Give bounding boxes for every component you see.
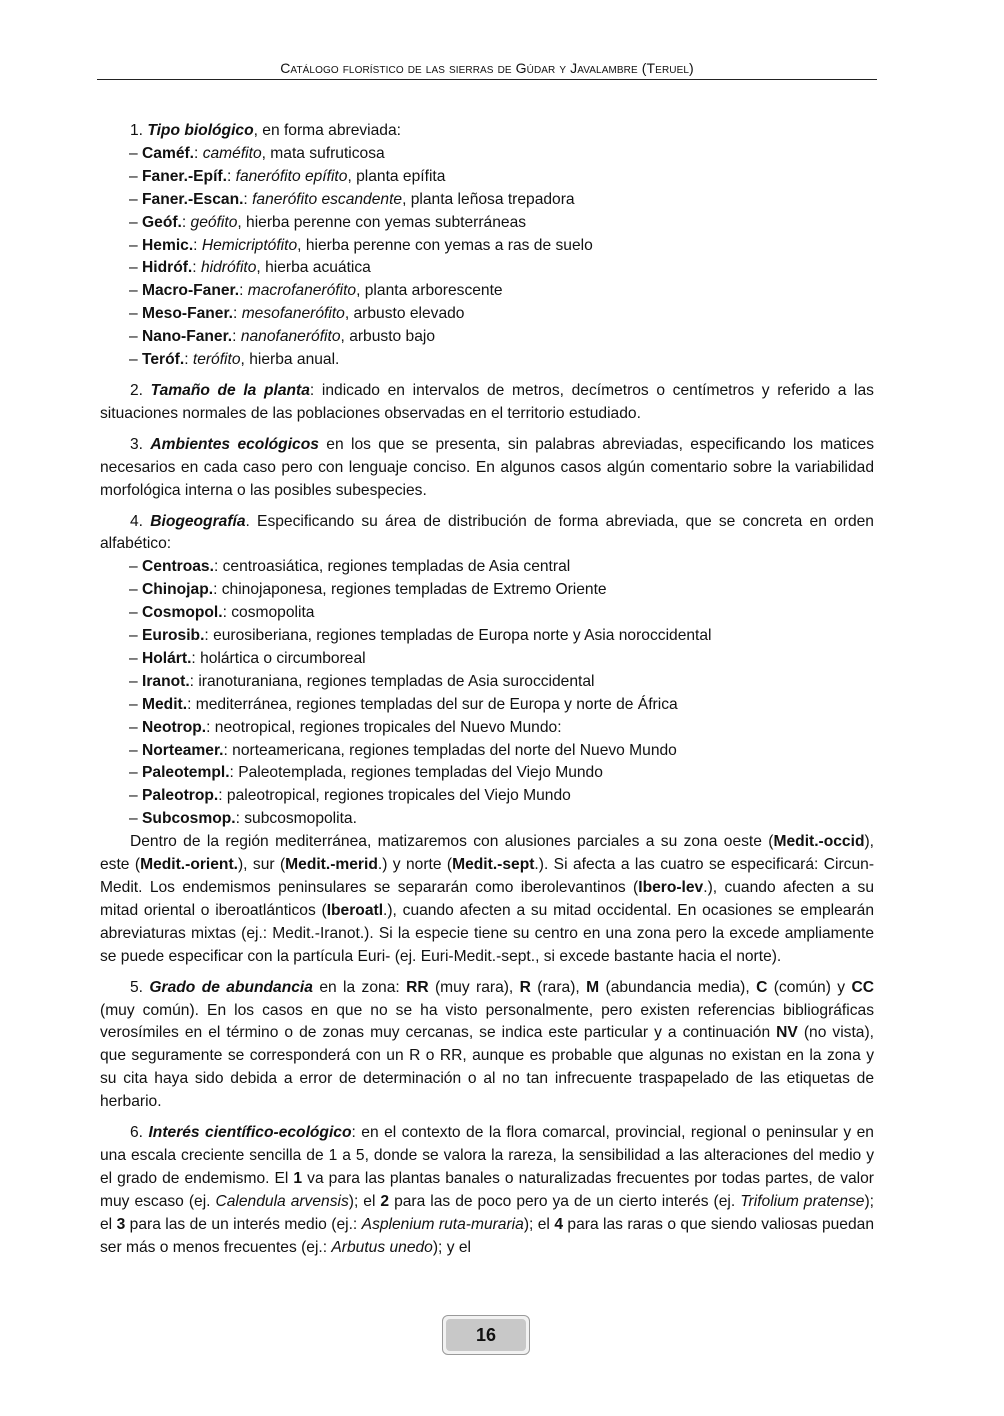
list-item-desc: , planta epífita [347,167,446,185]
list-item-term: mesofanerófito [241,305,345,323]
list-item: – Norteamer.: norteamericana, regiones templadas del norte del Nuevo Mundo [129,741,677,759]
section-1 [100,120,874,143]
list-item: – Faner.-Epíf.: fanerófito epífito, planta epífita [129,167,446,185]
abbr-run: 3 [116,1215,126,1233]
list-item: – Eurosib.: eurosiberiana, regiones templadas de Europa norte y Asia noroccidental [129,627,712,645]
species-name: Asplenium ruta-muraria [361,1215,524,1233]
list-item: – Holárt.: holártica o circumboreal [129,649,366,667]
text-run: ); y el [432,1238,471,1256]
list-item: – Hidróf.: hidrófito, hierba acuática [129,259,371,277]
list-item: – Teróf.: terófito, hierba anual. [129,351,340,369]
list-item-desc: , planta leñosa trepadora [402,190,575,208]
list-item: – Paleotempl.: Paleotemplada, regiones templadas del Viejo Mundo [129,764,603,782]
list-item-desc: : chinojaponesa, regiones templadas de Extremo Oriente [213,581,607,599]
list-item-abbr: Meso-Faner. [142,305,234,323]
species-name: Calendula arvensis [215,1192,349,1210]
section-text: : indicado en intervalos de metros, decímetros o centímetros y referido a las situaciones normales de las poblaciones observadas en el territorio estudiado. [100,381,874,422]
list-item-abbr: Paleotempl. [142,764,230,782]
section-text: . Especificando su área de distribución de forma abreviada, que se concreta en orden alfabético: [100,512,874,553]
list-item-abbr: Geóf. [142,213,182,231]
text-run: ); el [100,1192,875,1233]
list-item: – Iranot.: iranoturaniana, regiones templadas de Asia suroccidental [129,672,595,690]
biogeography-list [100,556,874,831]
list-item-term: caméfito [202,144,262,162]
section-text: , en forma abreviada: [253,122,401,139]
list-item-desc: : centroasiática, regiones templadas de Asia central [213,558,571,576]
text-run: (abundancia media), [599,978,757,996]
list-item-term: macrofanerófito [247,282,357,300]
section-number: 6. [130,1124,144,1142]
abbr-run: Medit.-occid [773,833,865,851]
section-number: 3. [130,435,144,453]
list-item: – Nano-Faner.: nanofanerófito, arbusto bajo [129,328,436,346]
list-item-desc: : mediterránea, regiones templadas del sur de Europa y norte de África [187,695,678,713]
abbr-run: Medit.-sept [452,856,535,874]
list-item-abbr: Faner.-Epíf. [142,167,227,185]
list-item-term: nanofanerófito [240,328,341,346]
list-item-desc: , planta arborescente [356,282,503,300]
list-item-abbr: Medit. [142,695,188,713]
list-item: – Geóf.: geófito, hierba perenne con yemas subterráneas [129,213,527,231]
list-item-abbr: Iranot. [142,672,190,690]
species-name: Trifolium pratense [740,1192,865,1210]
text-run: para las de poco pero ya de un cierto interés (ej. [389,1192,741,1210]
list-item-desc: : neotropical, regiones tropicales del Nuevo Mundo: [206,718,562,736]
section-title: Tamaño de la planta [150,381,310,399]
list-item-term: fanerófito escandente [252,190,403,208]
section-number: 2. [130,381,144,399]
list-item: – Paleotrop.: paleotropical, regiones tropicales del Viejo Mundo [129,787,571,805]
page-body [100,120,874,1260]
text-run: ), este ( [100,833,874,874]
abbr-run: Medit.-orient. [140,856,238,874]
list-item-desc: , hierba perenne con yemas a ras de suelo [297,236,593,254]
list-item-abbr: Macro-Faner. [142,282,240,300]
abbr-run: CC [851,978,875,996]
species-name: Arbutus unedo [331,1238,433,1256]
list-item-desc: , arbusto bajo [340,328,436,346]
abbr-run: RR [406,978,429,996]
text-run: .). Si afecta a las cuatro se especificará: Circun-Medit. Los endemismos peninsulares se separarán como iberolevantinos ( [100,856,875,896]
list-item-term: hidrófito [200,259,257,277]
abbr-run: C [756,978,768,996]
list-item: – Caméf.: caméfito, mata sufruticosa [129,144,385,162]
text-run: en la zona: [312,978,407,996]
section-2 [100,380,874,426]
list-item-desc: , mata sufruticosa [261,144,385,162]
list-item-abbr: Subcosmop. [142,810,236,828]
text-run: (muy rara), [428,978,520,996]
list-item-abbr: Nano-Faner. [142,328,233,346]
abbr-run: R [519,978,531,996]
list-item-desc: : paleotropical, regiones tropicales del Viejo Mundo [218,787,571,805]
list-item-abbr: Paleotrop. [142,787,219,805]
list-item-desc: : holártica o circumboreal [191,649,366,667]
list-item: – Macro-Faner.: macrofanerófito, planta arborescente [129,282,503,300]
text-run: : en el contexto de la flora comarcal, provincial, regional o peninsular y en una escala creciente sencilla de 1 a 5, donde se valora la rareza, la sensibilidad a las alteraciones del medio y el grado de endemismo. El [100,1124,874,1187]
page-number: 16 [475,1324,497,1345]
list-item: – Centroas.: centroasiática, regiones templadas de Asia central [129,558,571,576]
list-item-abbr: Chinojap. [142,581,214,599]
section-6 [100,1122,874,1259]
list-item-abbr: Holárt. [142,649,192,667]
text-run: ); el [348,1192,381,1210]
list-item-term: fanerófito epífito [235,167,348,185]
list-item-abbr: Neotrop. [142,718,207,736]
list-item-term: geófito [190,213,238,231]
list-item: – Chinojap.: chinojaponesa, regiones templadas de Extremo Oriente [129,581,607,599]
text-run: para las de un interés medio (ej.: [125,1215,362,1233]
list-item-desc: , hierba acuática [256,259,371,277]
text-run: va para las plantas banales o naturalizadas frecuentes por todas partes, de valor muy escaso (ej. [100,1169,875,1210]
list-item-abbr: Eurosib. [142,627,205,645]
list-item: – Hemic.: Hemicriptófito, hierba perenne con yemas a ras de suelo [129,236,593,254]
list-item-abbr: Centroas. [142,558,214,576]
section-number: 1. [130,122,144,139]
list-item-abbr: Faner.-Escan. [142,190,244,208]
life-form-list [100,143,874,372]
list-item-desc: : cosmopolita [222,604,315,622]
abbr-run: Iberoatl [326,901,384,919]
section-title: Grado de abundancia [149,978,313,996]
abbr-run: 1 [293,1169,303,1187]
text-run: .), cuando afecten a su mitad occidental. En ocasiones se emplearán abreviaturas mixtas (ej.: Medit.-Iranot.). Si la especie tiene su centro en una zona pero la excede ampliamente se puede especificar con la partícula Euri- (ej. Euri-Medit.-sept., si excede bastante hacia el norte). [100,901,874,965]
running-header-title: Catálogo florístico de las sierras de Gúdar y Javalambre (Teruel) [280,60,694,76]
abbr-run: Ibero-lev [638,879,704,896]
page-number-box [442,1315,530,1355]
section-4 [100,511,874,557]
list-item-desc: , arbusto elevado [344,305,465,323]
abbr-run: 4 [554,1215,563,1233]
list-item-abbr: Cosmopol. [142,604,223,622]
section-title: Tipo biológico [147,122,254,139]
list-item-desc: : Paleotemplada, regiones templadas del Viejo Mundo [229,764,603,782]
list-item-desc: , hierba perenne con yemas subterráneas [237,213,527,231]
section-number: 5. [130,978,144,996]
abbr-run: Medit.-merid [285,856,378,874]
text-run: ); el [523,1215,555,1233]
list-item: – Meso-Faner.: mesofanerófito, arbusto elevado [129,305,465,323]
list-item-desc: : subcosmopolita. [235,810,357,828]
text-run: para las raras o que siendo valiosas puedan ser más o menos frecuentes (ej.: [100,1215,874,1256]
list-item-abbr: Hemic. [142,236,194,254]
text-run: (rara), [530,978,587,996]
section-5 [100,977,874,1114]
abbr-run: M [586,978,600,996]
list-item-desc: , hierba anual. [240,351,340,369]
text-run: .) y norte ( [377,856,453,874]
section-title: Interés científico-ecológico [148,1124,352,1142]
text-run: ), sur ( [237,856,286,874]
abbr-run: NV [776,1024,798,1042]
list-item: – Cosmopol.: cosmopolita [129,604,315,622]
text-run: (muy común). En los casos en que no se ha visto personalmente, pero existen referencias bibliográficas verosímiles en el término o de zonas muy cercanas, se indica este particular y a continuación [100,1001,874,1042]
mediterranean-paragraph [100,831,874,968]
list-item: – Faner.-Escan.: fanerófito escandente, planta leñosa trepadora [129,190,575,208]
list-item: – Neotrop.: neotropical, regiones tropicales del Nuevo Mundo: [129,718,562,736]
section-number: 4. [130,512,144,530]
list-item-abbr: Hidróf. [142,259,193,277]
text-run: .), cuando afecten a su mitad oriental o iberoatlánticos ( [100,879,874,919]
list-item: – Subcosmop.: subcosmopolita. [129,810,357,828]
text-run: Dentro de la región mediterránea, matizaremos con alusiones parciales a su zona oeste ( [130,833,774,851]
section-title: Biogeografía [150,512,246,530]
list-item-abbr: Caméf. [142,144,195,162]
abbr-run: 2 [380,1192,390,1210]
running-header [97,60,877,80]
section-3 [100,434,874,503]
section-text: en los que se presenta, sin palabras abreviadas, especificando los matices necesarios en cada caso pero con lenguaje conciso. En algunos casos algún comentario sobre la variabilidad morfológica interna o las posibles subespecies. [100,435,875,499]
list-item-desc: : eurosiberiana, regiones templadas de Europa norte y Asia noroccidental [204,627,712,645]
list-item-abbr: Norteamer. [142,741,224,759]
list-item-desc: : norteamericana, regiones templadas del norte del Nuevo Mundo [223,741,677,759]
section-title: Ambientes ecológicos [150,435,319,453]
list-item-term: terófito [192,351,241,369]
list-item-desc: : iranoturaniana, regiones templadas de Asia suroccidental [189,672,595,690]
text-run: (común) y [767,978,852,996]
page-number-badge [446,1319,526,1351]
text-run: (no vista), que seguramente se corresponderá con un R o RR, aunque es probable que algunas no existan en la zona y su cita haya sido debida a error de determinación o al no tan infrecuente traspapelado de las etiquetas de herbario. [100,1024,874,1111]
list-item-term: Hemicriptófito [201,236,298,254]
list-item: – Medit.: mediterránea, regiones templadas del sur de Europa y norte de África [129,695,678,713]
list-item-abbr: Teróf. [142,351,185,369]
